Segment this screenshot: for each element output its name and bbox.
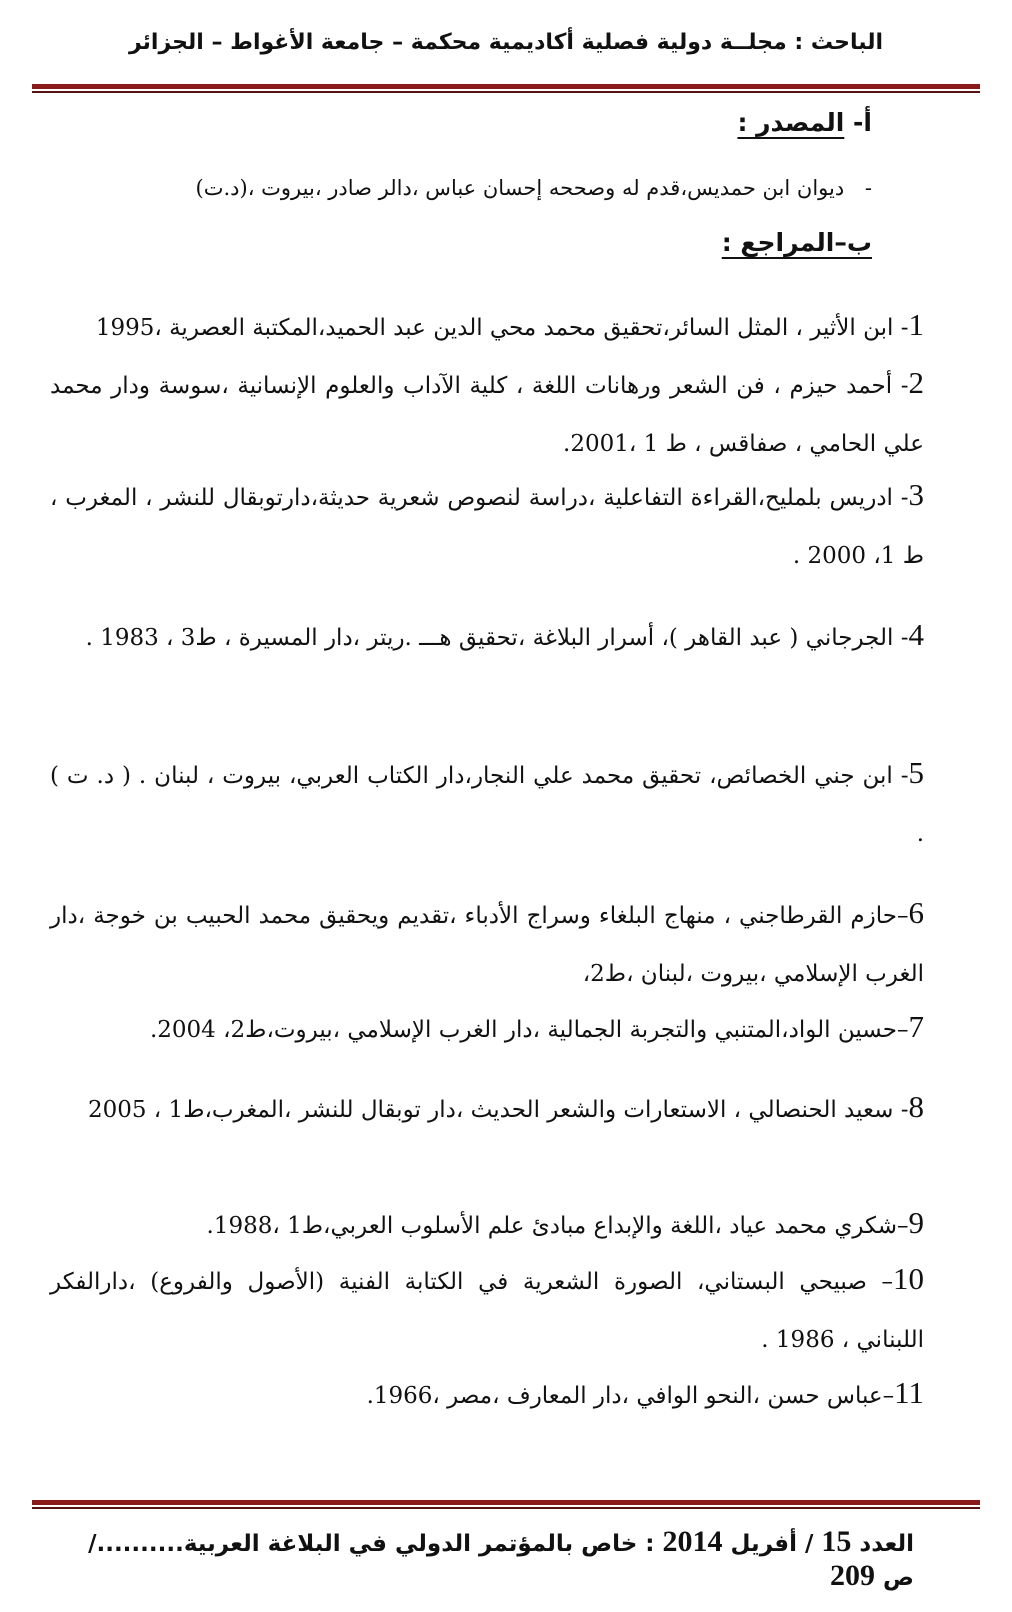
references-heading-title: ب–المراجع : xyxy=(721,228,872,257)
reference-number: 4 xyxy=(908,617,924,652)
running-header: الباحث : مجلــة دولية فصلية أكاديمية محكمة – جامعة الأغواط – الجزائر xyxy=(128,30,884,55)
reference-number: 11 xyxy=(894,1375,924,1410)
header-rule xyxy=(32,84,980,93)
reference-text: - ادريس بلمليح،القراءة التفاعلية ،دراسة لنصوص شعرية حديثة،دارتوبقال للنشر ، المغرب ، ط 1، 2000 . xyxy=(50,485,924,569)
issue-month: أفريل xyxy=(730,1531,797,1557)
source-heading-prefix: أ- xyxy=(853,108,872,137)
reference-item-4 xyxy=(50,606,924,667)
reference-number: 6 xyxy=(908,895,924,930)
reference-number: 8 xyxy=(908,1089,924,1124)
reference-number: 9 xyxy=(908,1205,924,1240)
source-entry-text: ديوان ابن حمديس،قدم له وصححه إحسان عباس ،دالر صادر ،بيروت ،(د.ت) xyxy=(195,176,845,200)
reference-item-9 xyxy=(50,1194,924,1255)
reference-item-11 xyxy=(50,1364,924,1425)
page-footer xyxy=(60,1525,914,1593)
issue-number: 15 xyxy=(821,1525,852,1558)
reference-item-1 xyxy=(50,296,924,357)
reference-number: 10 xyxy=(893,1261,924,1296)
page-number: 209 xyxy=(830,1559,876,1592)
source-heading xyxy=(737,108,872,137)
reference-item-5 xyxy=(50,744,924,863)
issue-label: العدد xyxy=(859,1531,914,1557)
reference-number: 2 xyxy=(908,365,924,400)
reference-text: –حسين الواد،المتنبي والتجربة الجمالية ،دار الغرب الإسلامي ،بيروت،ط2، 2004. xyxy=(149,1017,909,1043)
reference-text: –شكري محمد عياد ،اللغة والإبداع مبادئ علم الأسلوب العربي،ط1 ،1988. xyxy=(206,1213,909,1239)
special-issue-text: : خاص بالمؤتمر الدولي في البلاغة العربية........../ ص xyxy=(88,1531,914,1591)
reference-text: –حازم القرطاجني ، منهاج البلغاء وسراج الأدباء ،تقديم ويحقيق محمد الحبيب بن خوجة ،دار الغرب الإسلامي ،بيروت ،لبنان ،ط2، xyxy=(50,903,924,987)
footer-rule xyxy=(32,1500,980,1509)
reference-text: - أحمد حيزم ، فن الشعر ورهانات اللغة ، كلية الآداب والعلوم الإنسانية ،سوسة ودار محمد علي الحامي ، صفاقس ، ط 1 ،2001. xyxy=(50,373,924,457)
reference-text: - سعيد الحنصالي ، الاستعارات والشعر الحديث ،دار توبقال للنشر ،المغرب،ط1 ، 2005 xyxy=(87,1097,909,1123)
source-heading-title: المصدر : xyxy=(737,108,845,137)
reference-item-7 xyxy=(50,998,924,1059)
reference-number: 1 xyxy=(908,307,924,342)
reference-number: 7 xyxy=(908,1009,924,1044)
reference-item-3 xyxy=(50,466,924,585)
reference-text: – صبيحي البستاني، الصورة الشعرية في الكتابة الفنية (الأصول والفروع) ،دارالفكر اللبناني ، 1986 . xyxy=(50,1269,924,1353)
source-entry-dash: - xyxy=(864,176,872,200)
reference-number: 3 xyxy=(908,477,924,512)
footer-separator: / xyxy=(804,1531,814,1557)
reference-number: 5 xyxy=(908,755,924,790)
reference-text: - ابن الأثير ، المثل السائر،تحقيق محمد محي الدين عبد الحميد،المكتبة العصرية ،1995 xyxy=(95,315,909,341)
reference-text: - ابن جني الخصائص، تحقيق محمد علي النجار،دار الكتاب العربي، بيروت ، لبنان . ( د. ت ) . xyxy=(50,763,924,847)
reference-item-8 xyxy=(50,1078,924,1139)
issue-year: 2014 xyxy=(662,1525,723,1558)
reference-item-10 xyxy=(50,1250,924,1369)
references-heading xyxy=(722,228,872,257)
reference-item-6 xyxy=(50,884,924,1003)
reference-text: - الجرجاني ( عبد القاهر )، أسرار البلاغة ،تحقيق هـــ .ريتر ،دار المسيرة ، ط3 ، 1983 . xyxy=(85,625,909,651)
reference-text: –عباس حسن ،النحو الوافي ،دار المعارف ،مصر ،1966. xyxy=(366,1383,895,1409)
source-entry xyxy=(52,172,872,204)
reference-item-2 xyxy=(50,354,924,473)
